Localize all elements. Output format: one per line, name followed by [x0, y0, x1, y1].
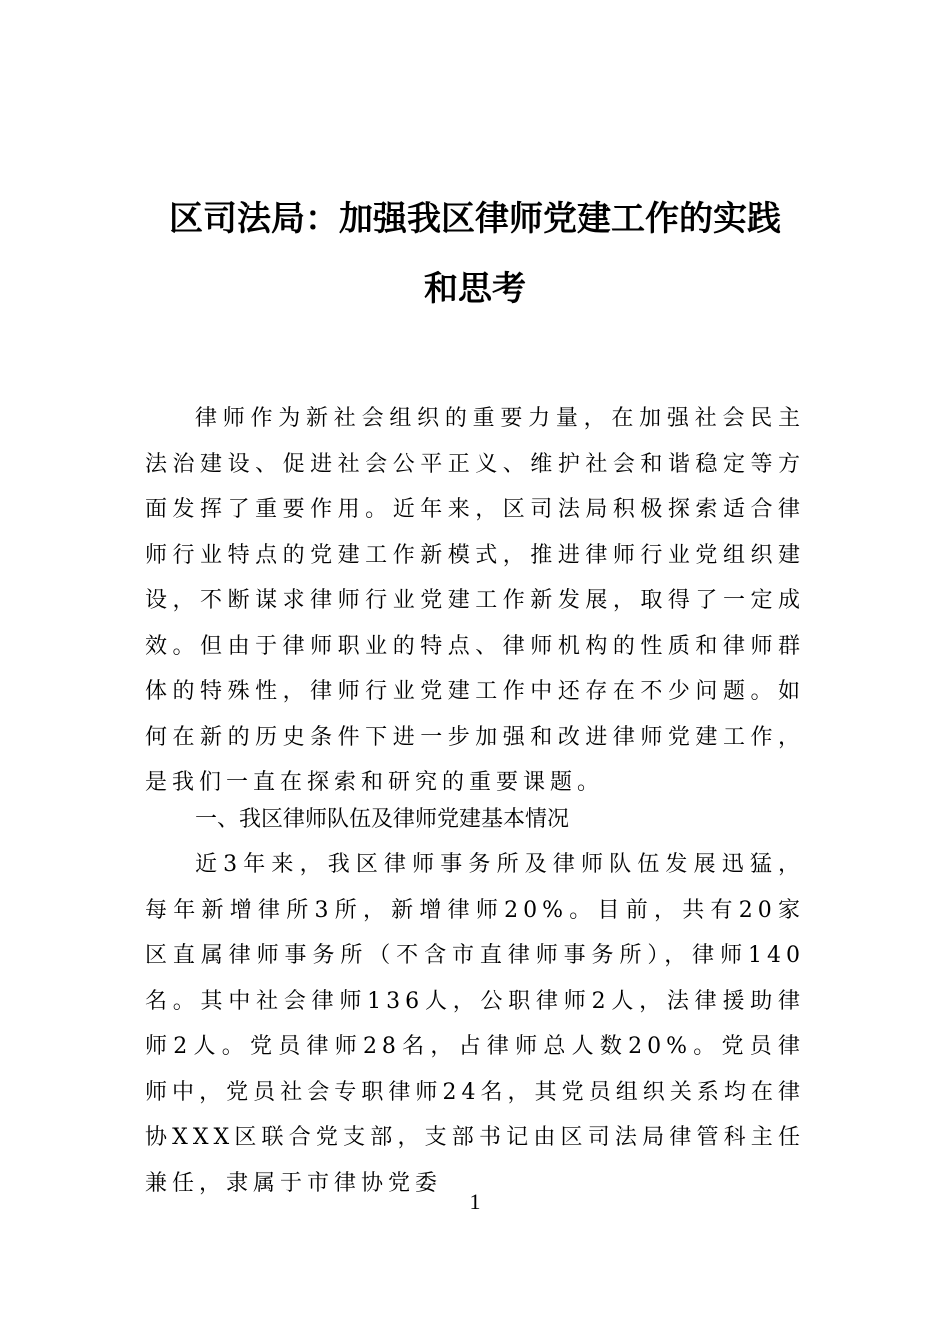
section-heading-1: 一、我区律师队伍及律师党建基本情况: [195, 807, 570, 832]
intro-paragraph: 律师作为新社会组织的重要力量，在加强社会民主法治建设、促进社会公平正义、维护社会和谐稳定等方面发挥了重要作用。近年来，区司法局积极探索适合律师行业特点的党建工作新模式，推进律师行业党组织建设，不断谋求律师行业党建工作新发展，取得了一定成效。但由于律师职业的特点、律师机构的性质和律师群体的特殊性，律师行业党建工作中还存在不少问题。如何在新的历史条件下进一步加强和改进律师党建工作，是我们一直在探索和研究的重要课题。: [145, 406, 805, 795]
section-1-paragraph: 近3年来，我区律师事务所及律师队伍发展迅猛，每年新增律所3所，新增律师20%。目前，共有20家区直属律师事务所（不含市直律师事务所），律师140名。其中社会律师136人，公职律师2人，法律援助律师2人。党员律师28名，占律师总人数20%。党员律师中，党员社会专职律师24名，其党员组织关系均在律协XXX区联合党支部，支部书记由区司法局律管科主任兼任，隶属于市律协党委: [145, 852, 805, 1196]
page-number: 1: [469, 1189, 481, 1214]
document-title-line-1: 区司法局：加强我区律师党建工作的实践: [169, 199, 781, 239]
document-title-line-2: 和思考: [424, 269, 526, 309]
